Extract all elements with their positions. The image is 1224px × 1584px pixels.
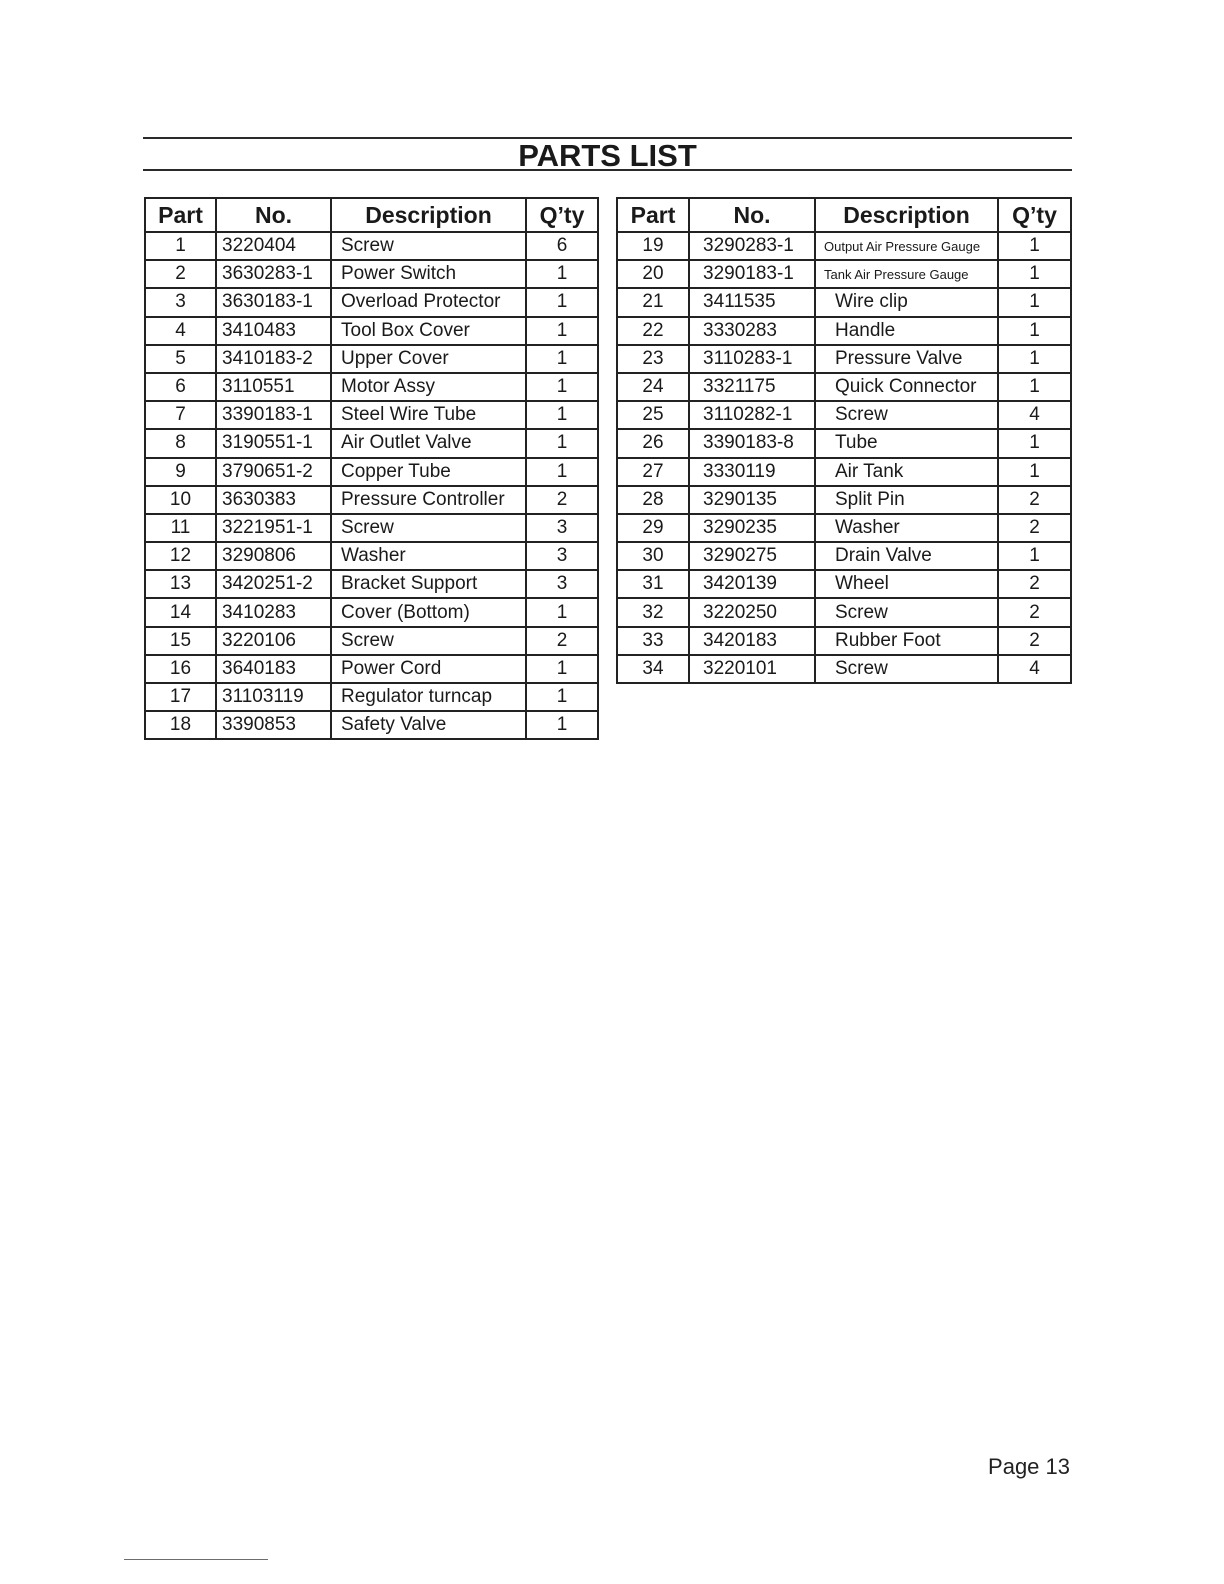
catalog-number-cell: 3290135	[689, 486, 815, 514]
quantity-cell: 2	[998, 514, 1071, 542]
parts-table-left	[144, 197, 599, 740]
catalog-number-cell: 3221951-1	[216, 514, 331, 542]
table-row	[617, 429, 1071, 457]
part-number-cell: 15	[145, 627, 216, 655]
quantity-cell: 2	[998, 598, 1071, 626]
quantity-cell: 1	[998, 317, 1071, 345]
description-cell: Tube	[815, 429, 998, 457]
table-row	[145, 373, 598, 401]
quantity-cell: 4	[998, 401, 1071, 429]
part-number-cell: 26	[617, 429, 689, 457]
catalog-number-cell: 3321175	[689, 373, 815, 401]
quantity-cell: 4	[998, 655, 1071, 683]
catalog-number-cell: 31103119	[216, 683, 331, 711]
description-cell: Cover (Bottom)	[331, 598, 526, 626]
table-row	[617, 627, 1071, 655]
catalog-number-cell: 3290183-1	[689, 260, 815, 288]
part-number-cell: 14	[145, 598, 216, 626]
catalog-number-cell: 3190551-1	[216, 429, 331, 457]
description-cell: Handle	[815, 317, 998, 345]
header-no: No.	[689, 198, 815, 232]
catalog-number-cell: 3630383	[216, 486, 331, 514]
catalog-number-cell: 3411535	[689, 288, 815, 316]
table-row	[617, 514, 1071, 542]
quantity-cell: 2	[998, 486, 1071, 514]
description-cell: Drain Valve	[815, 542, 998, 570]
catalog-number-cell: 3640183	[216, 655, 331, 683]
catalog-number-cell: 3290283-1	[689, 232, 815, 260]
description-cell: Screw	[815, 401, 998, 429]
quantity-cell: 1	[526, 429, 598, 457]
part-number-cell: 33	[617, 627, 689, 655]
header-part: Part	[617, 198, 689, 232]
catalog-number-cell: 3410483	[216, 317, 331, 345]
part-number-cell: 21	[617, 288, 689, 316]
description-cell: Motor Assy	[331, 373, 526, 401]
quantity-cell: 2	[998, 627, 1071, 655]
description-cell: Wire clip	[815, 288, 998, 316]
header-part: Part	[145, 198, 216, 232]
description-cell: Regulator turncap	[331, 683, 526, 711]
description-cell: Steel Wire Tube	[331, 401, 526, 429]
part-number-cell: 4	[145, 317, 216, 345]
table-row	[145, 598, 598, 626]
description-cell: Washer	[815, 514, 998, 542]
description-cell: Screw	[331, 514, 526, 542]
part-number-cell: 8	[145, 429, 216, 457]
quantity-cell: 2	[998, 570, 1071, 598]
table-row	[145, 260, 598, 288]
quantity-cell: 1	[526, 317, 598, 345]
part-number-cell: 16	[145, 655, 216, 683]
description-cell: Split Pin	[815, 486, 998, 514]
quantity-cell: 3	[526, 514, 598, 542]
table-row	[145, 683, 598, 711]
table-row	[617, 260, 1071, 288]
catalog-number-cell: 3420183	[689, 627, 815, 655]
part-number-cell: 5	[145, 345, 216, 373]
part-number-cell: 13	[145, 570, 216, 598]
quantity-cell: 1	[526, 401, 598, 429]
description-cell: Wheel	[815, 570, 998, 598]
quantity-cell: 1	[526, 345, 598, 373]
page-title: PARTS LIST	[518, 138, 697, 173]
table-header-row	[145, 198, 598, 232]
quantity-cell: 3	[526, 570, 598, 598]
part-number-cell: 18	[145, 711, 216, 739]
quantity-cell: 6	[526, 232, 598, 260]
description-cell: Safety Valve	[331, 711, 526, 739]
part-number-cell: 9	[145, 458, 216, 486]
catalog-number-cell: 3110551	[216, 373, 331, 401]
quantity-cell: 3	[526, 542, 598, 570]
table-row	[617, 598, 1071, 626]
part-number-cell: 23	[617, 345, 689, 373]
parts-table-right	[616, 197, 1072, 684]
quantity-cell: 2	[526, 486, 598, 514]
catalog-number-cell: 3390853	[216, 711, 331, 739]
catalog-number-cell: 3630183-1	[216, 288, 331, 316]
catalog-number-cell: 3390183-8	[689, 429, 815, 457]
catalog-number-cell: 3420139	[689, 570, 815, 598]
description-cell: Overload Protector	[331, 288, 526, 316]
catalog-number-cell: 3410283	[216, 598, 331, 626]
part-number-cell: 29	[617, 514, 689, 542]
table-row	[617, 486, 1071, 514]
description-cell: Power Cord	[331, 655, 526, 683]
table-row	[145, 317, 598, 345]
description-cell: Power Switch	[331, 260, 526, 288]
part-number-cell: 27	[617, 458, 689, 486]
part-number-cell: 7	[145, 401, 216, 429]
part-number-cell: 6	[145, 373, 216, 401]
header-description: Description	[331, 198, 526, 232]
quantity-cell: 1	[998, 288, 1071, 316]
table-row	[145, 401, 598, 429]
catalog-number-cell: 3220106	[216, 627, 331, 655]
part-number-cell: 22	[617, 317, 689, 345]
quantity-cell: 1	[998, 542, 1071, 570]
table-row	[145, 655, 598, 683]
quantity-cell: 1	[526, 655, 598, 683]
table-row	[145, 542, 598, 570]
catalog-number-cell: 3110282-1	[689, 401, 815, 429]
catalog-number-cell: 3220404	[216, 232, 331, 260]
catalog-number-cell: 3790651-2	[216, 458, 331, 486]
table-row	[617, 288, 1071, 316]
part-number-cell: 28	[617, 486, 689, 514]
quantity-cell: 1	[526, 458, 598, 486]
part-number-cell: 34	[617, 655, 689, 683]
table-row	[145, 429, 598, 457]
description-cell: Air Tank	[815, 458, 998, 486]
quantity-cell: 1	[526, 288, 598, 316]
catalog-number-cell: 3290275	[689, 542, 815, 570]
description-cell: Rubber Foot	[815, 627, 998, 655]
catalog-number-cell: 3630283-1	[216, 260, 331, 288]
catalog-number-cell: 3330119	[689, 458, 815, 486]
quantity-cell: 1	[998, 345, 1071, 373]
description-cell: Washer	[331, 542, 526, 570]
table-row	[617, 373, 1071, 401]
quantity-cell: 1	[998, 373, 1071, 401]
description-cell: Screw	[331, 232, 526, 260]
description-cell: Upper Cover	[331, 345, 526, 373]
part-number-cell: 24	[617, 373, 689, 401]
description-cell: Bracket Support	[331, 570, 526, 598]
table-row	[617, 401, 1071, 429]
part-number-cell: 1	[145, 232, 216, 260]
table-row	[145, 711, 598, 739]
part-number-cell: 20	[617, 260, 689, 288]
quantity-cell: 1	[526, 683, 598, 711]
part-number-cell: 10	[145, 486, 216, 514]
description-cell: Screw	[331, 627, 526, 655]
part-number-cell: 19	[617, 232, 689, 260]
part-number-cell: 32	[617, 598, 689, 626]
header-no: No.	[216, 198, 331, 232]
table-row	[145, 627, 598, 655]
table-row	[617, 317, 1071, 345]
footer-rule	[124, 1559, 268, 1560]
catalog-number-cell: 3220250	[689, 598, 815, 626]
description-cell: Copper Tube	[331, 458, 526, 486]
header-qty: Q’ty	[526, 198, 598, 232]
description-cell: Air Outlet Valve	[331, 429, 526, 457]
header-description: Description	[815, 198, 998, 232]
description-cell: Tank Air Pressure Gauge	[815, 260, 998, 288]
table-header-row	[617, 198, 1071, 232]
description-cell: Screw	[815, 598, 998, 626]
table-row	[145, 514, 598, 542]
table-row	[145, 345, 598, 373]
catalog-number-cell: 3410183-2	[216, 345, 331, 373]
table-row	[617, 542, 1071, 570]
title-band	[143, 137, 1072, 171]
part-number-cell: 17	[145, 683, 216, 711]
part-number-cell: 11	[145, 514, 216, 542]
quantity-cell: 1	[526, 711, 598, 739]
table-row	[145, 288, 598, 316]
quantity-cell: 1	[998, 429, 1071, 457]
quantity-cell: 2	[526, 627, 598, 655]
table-row	[617, 655, 1071, 683]
part-number-cell: 2	[145, 260, 216, 288]
table-row	[145, 486, 598, 514]
catalog-number-cell: 3110283-1	[689, 345, 815, 373]
catalog-number-cell: 3390183-1	[216, 401, 331, 429]
quantity-cell: 1	[526, 598, 598, 626]
quantity-cell: 1	[526, 260, 598, 288]
table-row	[145, 570, 598, 598]
header-qty: Q’ty	[998, 198, 1071, 232]
catalog-number-cell: 3220101	[689, 655, 815, 683]
table-row	[617, 570, 1071, 598]
quantity-cell: 1	[998, 458, 1071, 486]
quantity-cell: 1	[526, 373, 598, 401]
catalog-number-cell: 3330283	[689, 317, 815, 345]
part-number-cell: 31	[617, 570, 689, 598]
table-row	[617, 458, 1071, 486]
part-number-cell: 25	[617, 401, 689, 429]
table-row	[617, 345, 1071, 373]
description-cell: Output Air Pressure Gauge	[815, 232, 998, 260]
description-cell: Pressure Valve	[815, 345, 998, 373]
part-number-cell: 30	[617, 542, 689, 570]
description-cell: Quick Connector	[815, 373, 998, 401]
table-row	[145, 458, 598, 486]
catalog-number-cell: 3420251-2	[216, 570, 331, 598]
quantity-cell: 1	[998, 232, 1071, 260]
description-cell: Tool Box Cover	[331, 317, 526, 345]
description-cell: Screw	[815, 655, 998, 683]
catalog-number-cell: 3290235	[689, 514, 815, 542]
quantity-cell: 1	[998, 260, 1071, 288]
part-number-cell: 3	[145, 288, 216, 316]
description-cell: Pressure Controller	[331, 486, 526, 514]
part-number-cell: 12	[145, 542, 216, 570]
table-row	[617, 232, 1071, 260]
page-number: Page 13	[988, 1454, 1070, 1479]
catalog-number-cell: 3290806	[216, 542, 331, 570]
table-row	[145, 232, 598, 260]
